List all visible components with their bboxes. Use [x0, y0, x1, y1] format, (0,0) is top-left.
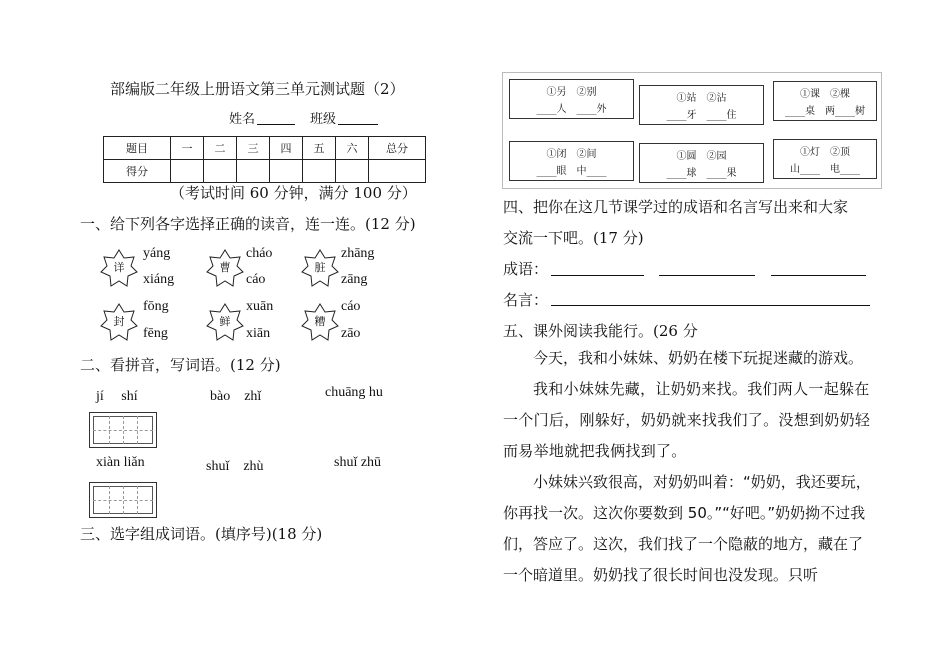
writing-grid[interactable]: [89, 412, 157, 448]
char-label: 封: [113, 315, 125, 328]
pinyin-option[interactable]: zāng: [341, 272, 368, 287]
pinyin-option[interactable]: fēng: [143, 326, 168, 341]
word-box[interactable]: [509, 141, 634, 181]
q1-heading: 一、给下列各字选择正确的读音，连一连。(12 分): [80, 215, 416, 233]
idiom-answer-line[interactable]: [659, 275, 755, 276]
table-cell: 题目: [104, 137, 171, 160]
reading-paragraph: 我和小妹妹先藏，让奶奶来找。我们两人一起躲在一个门后，刚躲好，奶奶就来找我们了。没想到奶奶轻而易举地就把我俩找到了。: [503, 380, 871, 460]
table-cell: 一: [171, 137, 204, 160]
quote-label: 名言：: [503, 291, 549, 309]
pinyin-prompt: shuǐ zhū: [334, 455, 382, 470]
score-cell[interactable]: [237, 160, 270, 183]
class-label: 班级: [310, 112, 337, 127]
name-field[interactable]: [257, 124, 295, 125]
score-cell[interactable]: [204, 160, 237, 183]
writing-grid[interactable]: [89, 482, 157, 518]
char-label: 曹: [219, 261, 231, 274]
pinyin-prompt: bào zhǐ: [210, 389, 262, 404]
score-cell[interactable]: [303, 160, 336, 183]
box-blanks: 山____ 电____: [790, 164, 860, 175]
score-cell[interactable]: [369, 160, 426, 183]
pinyin-prompt: chuāng hu: [325, 385, 383, 400]
idiom-label: 成语：: [503, 260, 549, 278]
idiom-answer-line[interactable]: [771, 275, 866, 276]
char-star-icon: [206, 303, 244, 341]
score-cell[interactable]: [171, 160, 204, 183]
char-star-icon: [301, 249, 339, 287]
box-options: ①闭 ②间: [546, 149, 597, 160]
table-cell: 五: [303, 137, 336, 160]
score-cell[interactable]: [270, 160, 303, 183]
box-blanks: ____牙 ____住: [666, 110, 737, 121]
q5-heading: 五、课外阅读我能行。(26 分: [503, 322, 698, 340]
word-box[interactable]: [773, 81, 877, 121]
pinyin-option[interactable]: cáo: [246, 272, 266, 287]
char-label: 脏: [314, 261, 326, 274]
char-star-icon: [301, 303, 339, 341]
box-options: ①课 ②棵: [800, 89, 850, 100]
word-box[interactable]: [509, 79, 634, 119]
pinyin-option[interactable]: cháo: [246, 246, 273, 261]
q2-heading: 二、看拼音，写词语。(12 分): [80, 356, 281, 374]
score-table: [103, 136, 426, 183]
char-star-icon: [100, 249, 138, 287]
box-options: ①另 ②别: [546, 87, 597, 98]
word-box[interactable]: [639, 85, 764, 125]
box-blanks: ____眼 中____: [536, 166, 607, 177]
box-blanks: ____桌 两____树: [785, 106, 865, 117]
name-label: 姓名: [229, 112, 256, 127]
table-cell: 得分: [104, 160, 171, 183]
reading-paragraph: 今天，我和小妹妹、奶奶在楼下玩捉迷藏的游戏。: [533, 349, 864, 367]
table-cell: 总分: [369, 137, 426, 160]
q4-heading-cont: 交流一下吧。(17 分): [503, 229, 644, 247]
word-box[interactable]: [773, 139, 877, 179]
pinyin-prompt: jí shí: [96, 389, 138, 404]
pinyin-option[interactable]: fōng: [143, 299, 169, 314]
idiom-answer-line[interactable]: [551, 275, 644, 276]
score-cell[interactable]: [336, 160, 369, 183]
char-label: 糟: [314, 315, 326, 328]
pinyin-option[interactable]: zāo: [341, 326, 361, 341]
char-star-icon: [100, 303, 138, 341]
table-cell: 二: [204, 137, 237, 160]
table-cell: 四: [270, 137, 303, 160]
box-options: ①灯 ②顶: [800, 147, 850, 158]
class-field[interactable]: [338, 124, 378, 125]
page-title: 部编版二年级上册语文第三单元测试题（2）: [110, 80, 405, 98]
word-box[interactable]: [639, 143, 764, 183]
q4-heading: 四、把你在这几节课学过的成语和名言写出来和大家: [503, 198, 849, 216]
reading-paragraph: 小妹妹兴致很高，对奶奶叫着：“奶奶，我还要玩，你再找一次。这次你要数到 50。”“好吧。”奶奶拗不过我们，答应了。这次，我们找了一个隐蔽的地方，藏在了一个暗道里。奶奶找了很长时间也没发现。只听: [503, 473, 871, 584]
quote-answer-line[interactable]: [551, 305, 870, 306]
table-cell: 三: [237, 137, 270, 160]
box-options: ①站 ②沾: [676, 93, 727, 104]
box-options: ①圆 ②园: [676, 151, 727, 162]
pinyin-prompt: xiàn liǎn: [96, 455, 145, 470]
char-star-icon: [206, 249, 244, 287]
exam-note: （考试时间 60 分钟，满分 100 分）: [170, 184, 417, 202]
pinyin-option[interactable]: xuān: [246, 299, 274, 314]
q3-word-boxes: [502, 72, 882, 189]
pinyin-option[interactable]: zhāng: [341, 246, 375, 261]
box-blanks: ____人 ____外: [536, 104, 607, 115]
pinyin-option[interactable]: yáng: [143, 246, 171, 261]
box-blanks: ____球 ____果: [666, 168, 737, 179]
table-cell: 六: [336, 137, 369, 160]
pinyin-option[interactable]: xiáng: [143, 272, 175, 287]
pinyin-option[interactable]: cáo: [341, 299, 361, 314]
q3-heading: 三、选字组成词语。(填序号)(18 分): [80, 525, 323, 543]
char-label: 详: [113, 261, 125, 274]
char-label: 鲜: [219, 315, 231, 328]
pinyin-option[interactable]: xiān: [246, 326, 271, 341]
pinyin-prompt: shuǐ zhù: [206, 459, 264, 474]
